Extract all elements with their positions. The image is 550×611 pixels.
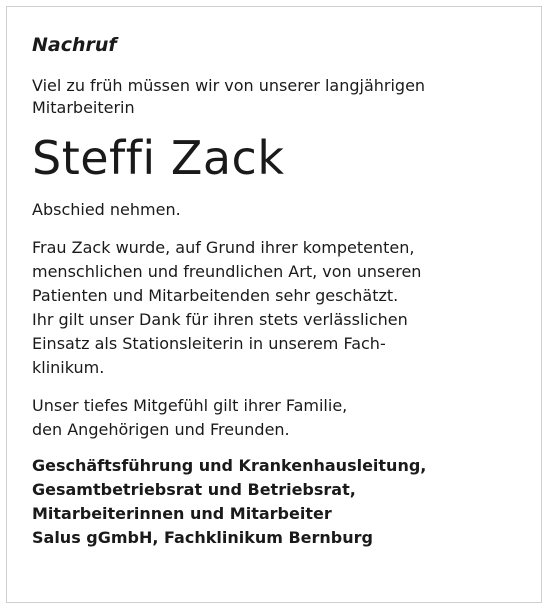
notice-heading: Nachruf <box>32 34 117 56</box>
signers-block: Geschäftsführung und Krankenhausleitung, Gesamtbetriebsrat und Betriebsrat, Mitarbeiterinnen und Mitarbeiter Salus gGmbH, Fachklinikum Bernburg <box>32 456 427 547</box>
obituary-notice <box>32 32 532 550</box>
tribute-text: Frau Zack wurde, auf Grund ihrer kompetenten, menschlichen und freundlichen Art, von unseren Patienten und Mitarbeitenden sehr geschätzt. Ihr gilt unser Dank für ihren stets verlässlichen Einsatz als Stationsleiterin in unserem Fach- klinikum. <box>32 238 422 377</box>
intro-text: Viel zu früh müssen wir von unserer langjährigen Mitarbeiterin <box>32 76 426 117</box>
condolence-text: Unser tiefes Mitgefühl gilt ihrer Familie, den Angehörigen und Freunden. <box>32 396 348 439</box>
farewell-text: Abschied nehmen. <box>32 200 181 219</box>
deceased-name: Steffi Zack <box>32 131 285 185</box>
